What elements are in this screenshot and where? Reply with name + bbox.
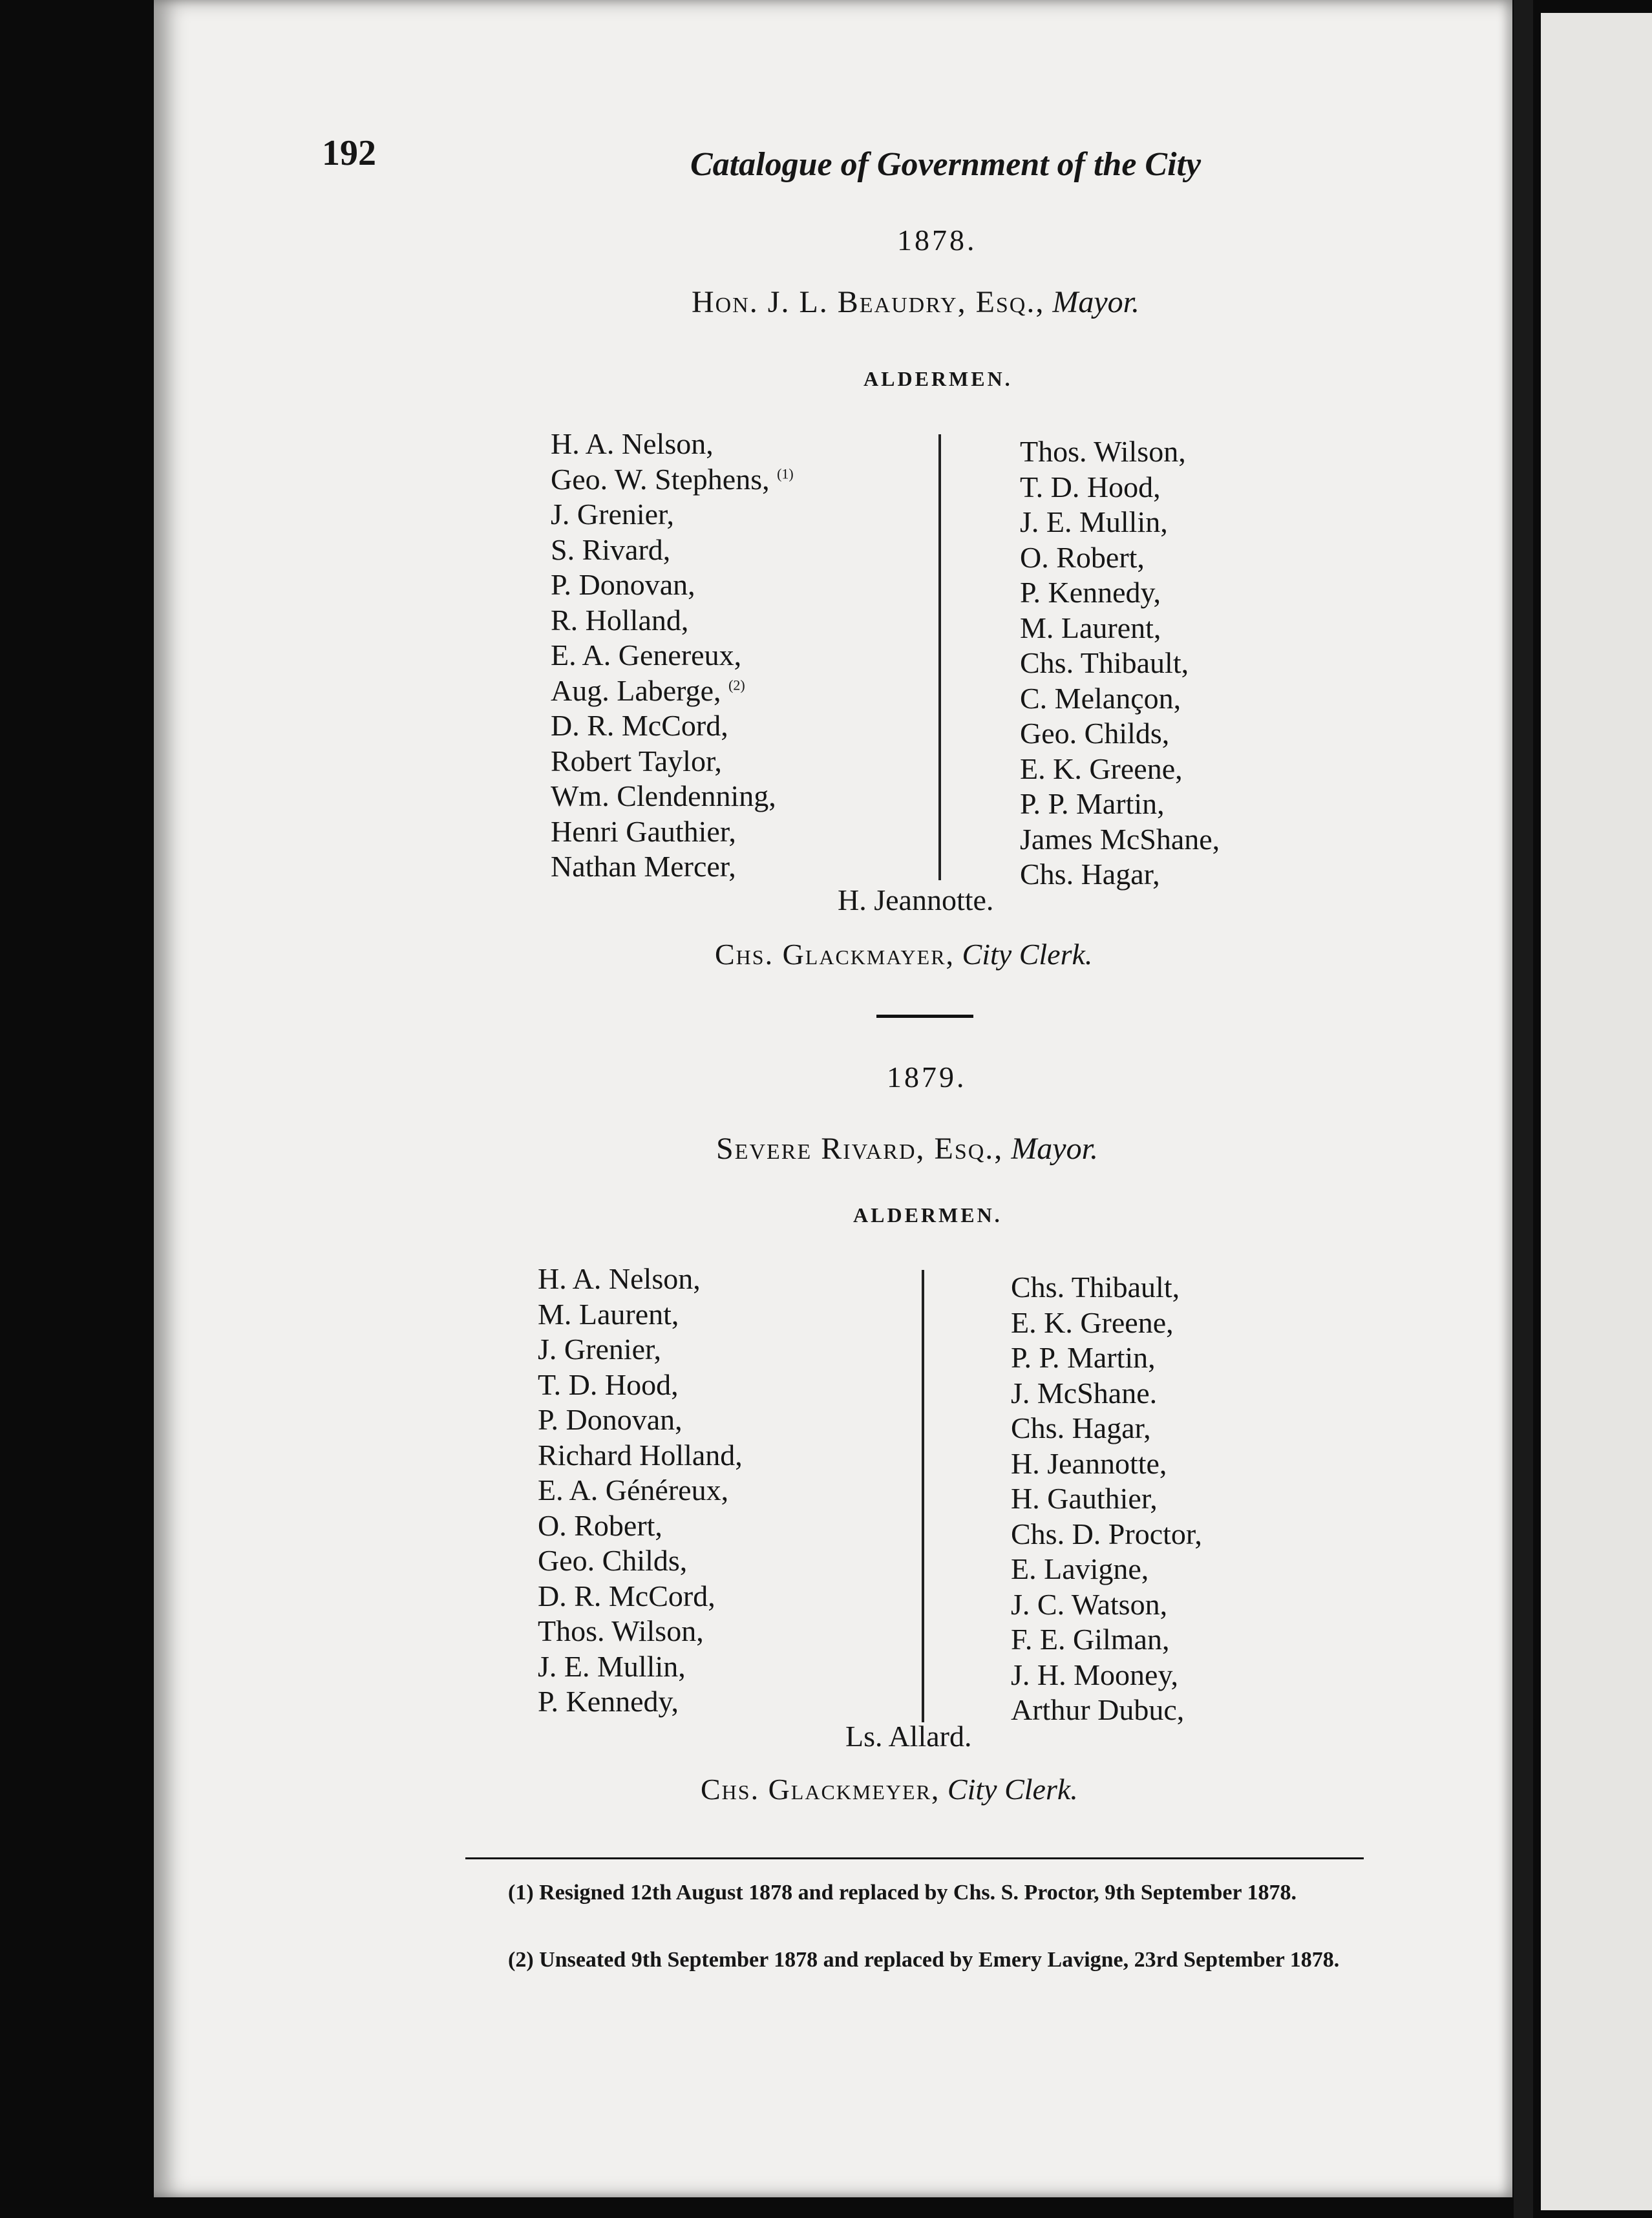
alderman-name: H. A. Nelson,	[538, 1262, 701, 1295]
alderman-name: Thos. Wilson,	[538, 1614, 704, 1647]
aldermen-left-column-1878	[551, 427, 794, 885]
alderman-name: Richard Holland,	[538, 1438, 743, 1472]
alderman-name: M. Laurent,	[1020, 611, 1161, 644]
alderman-name: O. Robert,	[1020, 540, 1145, 574]
alderman-name: D. R. McCord,	[538, 1579, 715, 1612]
adjacent-page-edge	[1541, 13, 1652, 2210]
alderman-name: E. A. Genereux,	[551, 639, 742, 671]
alderman-name: Henri Gauthier,	[551, 814, 736, 848]
center-alderman-1878: H. Jeannotte.	[838, 883, 994, 916]
alderman-name: Chs. D. Proctor,	[1011, 1517, 1202, 1550]
alderman-name: Chs. Hagar,	[1011, 1411, 1151, 1444]
year-1878: 1878.	[897, 224, 977, 257]
alderman-name: F. E. Gilman,	[1011, 1623, 1170, 1656]
column-divider	[938, 434, 941, 880]
alderman-name: R. Holland,	[551, 603, 689, 637]
alderman-name: E. A. Généreux,	[538, 1473, 729, 1506]
footnote-ref: (1)	[777, 465, 794, 482]
year-1879: 1879.	[887, 1061, 967, 1093]
alderman-name: J. H. Mooney,	[1011, 1658, 1178, 1691]
aldermen-heading-1879: ALDERMEN.	[853, 1203, 1002, 1227]
book-spine	[1514, 0, 1533, 2218]
aldermen-left-column-1879	[538, 1262, 743, 1720]
alderman-name: J. McShane.	[1011, 1376, 1158, 1410]
alderman-name: O. Robert,	[538, 1508, 662, 1542]
alderman-name: P. P. Martin,	[1020, 787, 1165, 820]
clerk-title: City Clerk.	[947, 1773, 1078, 1806]
alderman-name: Wm. Clendenning,	[551, 779, 776, 812]
column-divider	[922, 1270, 924, 1722]
alderman-name: T. D. Hood,	[1020, 470, 1161, 503]
alderman-name: P. Kennedy,	[538, 1685, 679, 1718]
alderman-name: E. K. Greene,	[1011, 1305, 1174, 1339]
alderman-name: D. R. McCord,	[551, 709, 728, 742]
alderman-name: Nathan Mercer,	[551, 850, 736, 883]
alderman-name: Geo. W. Stephens, $^{(1)}$	[551, 462, 794, 496]
footnote-1: (1) Resigned 12th August 1878 and replaced by Chs. S. Proctor, 9th September 1878.	[508, 1881, 1297, 1905]
alderman-name: Arthur Dubuc,	[1011, 1693, 1185, 1726]
alderman-name: Geo. Childs,	[538, 1544, 688, 1577]
alderman-name: Chs. Thibault,	[1011, 1271, 1180, 1304]
section-divider	[876, 1015, 973, 1018]
book-page	[154, 0, 1512, 2197]
clerk-name: Chs. Glackmeyer,	[701, 1773, 940, 1806]
alderman-name: S. Rivard,	[551, 533, 671, 566]
alderman-name: P. Kennedy,	[1020, 576, 1161, 609]
alderman-name: P. Donovan,	[551, 568, 695, 601]
footnote-2: (2) Unseated 9th September 1878 and replaced by Emery Lavigne, 23rd September 1878.	[508, 1948, 1340, 1972]
city-clerk-line-1878	[715, 937, 1092, 971]
clerk-title: City Clerk.	[962, 938, 1093, 971]
mayor-title: Mayor.	[1011, 1132, 1098, 1166]
alderman-name: E. K. Greene,	[1020, 752, 1183, 785]
alderman-name: Thos. Wilson,	[1020, 435, 1186, 468]
alderman-name: James McShane,	[1020, 822, 1220, 856]
alderman-name: C. Melançon,	[1020, 681, 1181, 715]
mayor-name: Hon. J. L. Beaudry, Esq.,	[692, 285, 1045, 319]
alderman-name: H. A. Nelson,	[551, 427, 714, 460]
aldermen-right-column-1878	[1020, 434, 1220, 892]
alderman-name: H. Gauthier,	[1011, 1482, 1158, 1515]
alderman-name: T. D. Hood,	[538, 1368, 679, 1401]
page-number: 192	[322, 133, 376, 173]
page-edge-mark	[1533, 65, 1540, 75]
alderman-name: J. E. Mullin,	[1020, 505, 1168, 538]
footnote-rule	[465, 1857, 1364, 1859]
alderman-name: J. C. Watson,	[1011, 1587, 1168, 1621]
alderman-name: Geo. Childs,	[1020, 717, 1170, 750]
alderman-name: J. Grenier,	[551, 498, 675, 531]
page-edge-mark	[1533, 1719, 1540, 1729]
alderman-name: Robert Taylor,	[551, 744, 722, 777]
alderman-name: J. E. Mullin,	[538, 1649, 686, 1683]
alderman-name: M. Laurent,	[538, 1297, 679, 1331]
mayor-name: Severe Rivard, Esq.,	[716, 1132, 1004, 1166]
clerk-name: Chs. Glackmayer,	[715, 938, 955, 971]
mayor-line-1878	[692, 284, 1139, 320]
mayor-title: Mayor.	[1052, 285, 1140, 319]
footnote-ref: (2)	[728, 677, 745, 693]
running-title: Catalogue of Government of the City	[690, 146, 1202, 183]
city-clerk-line-1879	[701, 1772, 1078, 1806]
mayor-line-1879	[716, 1131, 1098, 1167]
alderman-name: P. P. Martin,	[1011, 1341, 1156, 1374]
alderman-name: E. Lavigne,	[1011, 1552, 1149, 1585]
alderman-name: Chs. Thibault,	[1020, 646, 1189, 679]
aldermen-right-column-1879	[1011, 1270, 1202, 1728]
alderman-name: J. Grenier,	[538, 1333, 662, 1366]
alderman-name: H. Jeannotte,	[1011, 1446, 1167, 1480]
aldermen-heading-1878: ALDERMEN.	[863, 367, 1013, 390]
center-alderman-1879: Ls. Allard.	[845, 1720, 972, 1753]
alderman-name: P. Donovan,	[538, 1403, 683, 1436]
alderman-name: Chs. Hagar,	[1020, 858, 1160, 891]
alderman-name: Aug. Laberge, $^{(2)}$	[551, 673, 745, 707]
